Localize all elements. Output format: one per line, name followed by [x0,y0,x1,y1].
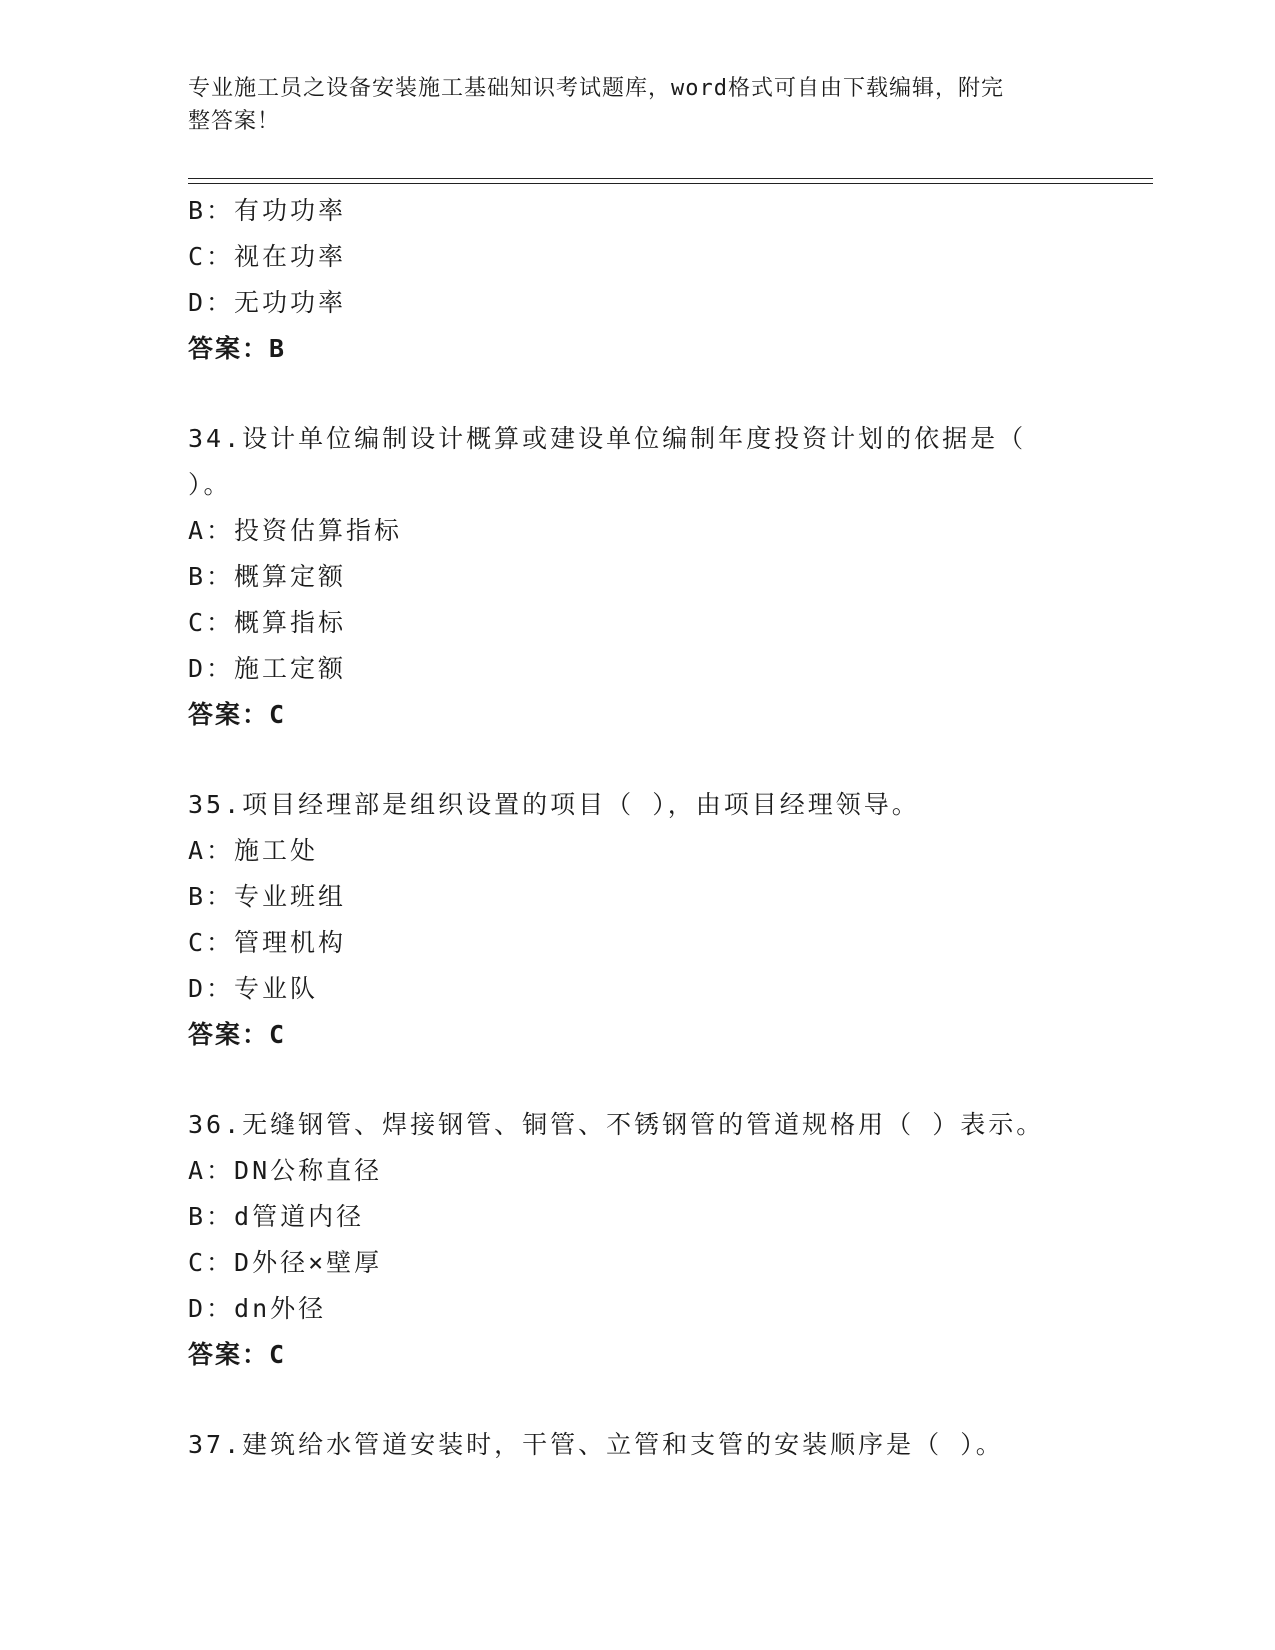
option-d: D：dn外径 [188,1294,327,1323]
question-stem: 36.无缝钢管、焊接钢管、铜管、不锈钢管的管道规格用（ ）表示。 [188,1110,1045,1139]
question-stem-cont: ）。 [188,470,232,499]
option-c: C：概算指标 [188,608,347,637]
document-header [188,72,1088,138]
option-b: B：有功功率 [188,196,347,225]
header-rule-bottom [188,183,1153,184]
question-stem: 34.设计单位编制设计概算或建设单位编制年度投资计划的依据是（ [188,424,1027,453]
prev-question-tail [188,188,1088,372]
option-d: D：无功功率 [188,288,347,317]
answer: 答案：C [188,1020,287,1049]
question-36 [188,1102,1088,1378]
answer: 答案：B [188,334,287,363]
option-b: B：概算定额 [188,562,347,591]
option-a: A：投资估算指标 [188,516,403,545]
option-b: B：专业班组 [188,882,347,911]
answer: 答案：C [188,700,287,729]
question-35 [188,782,1088,1058]
option-b: B：d管道内径 [188,1202,365,1231]
option-c: C：视在功率 [188,242,347,271]
question-stem: 37.建筑给水管道安装时，干管、立管和支管的安装顺序是（ ）。 [188,1430,1004,1459]
option-d: D：专业队 [188,974,319,1003]
option-a: A：DN公称直径 [188,1156,383,1185]
header-rule-top [188,178,1153,179]
option-c: C：D外径×壁厚 [188,1248,383,1277]
option-a: A：施工处 [188,836,319,865]
header-line-1: 专业施工员之设备安装施工基础知识考试题库，word格式可自由下载编辑，附完 [188,76,1004,101]
option-c: C：管理机构 [188,928,347,957]
question-34 [188,416,1088,738]
question-37 [188,1422,1088,1468]
question-list [188,188,1088,1468]
question-stem: 35.项目经理部是组织设置的项目（ ），由项目经理领导。 [188,790,920,819]
option-d: D：施工定额 [188,654,347,683]
header-line-2: 整答案！ [188,109,281,134]
answer: 答案：C [188,1340,287,1369]
